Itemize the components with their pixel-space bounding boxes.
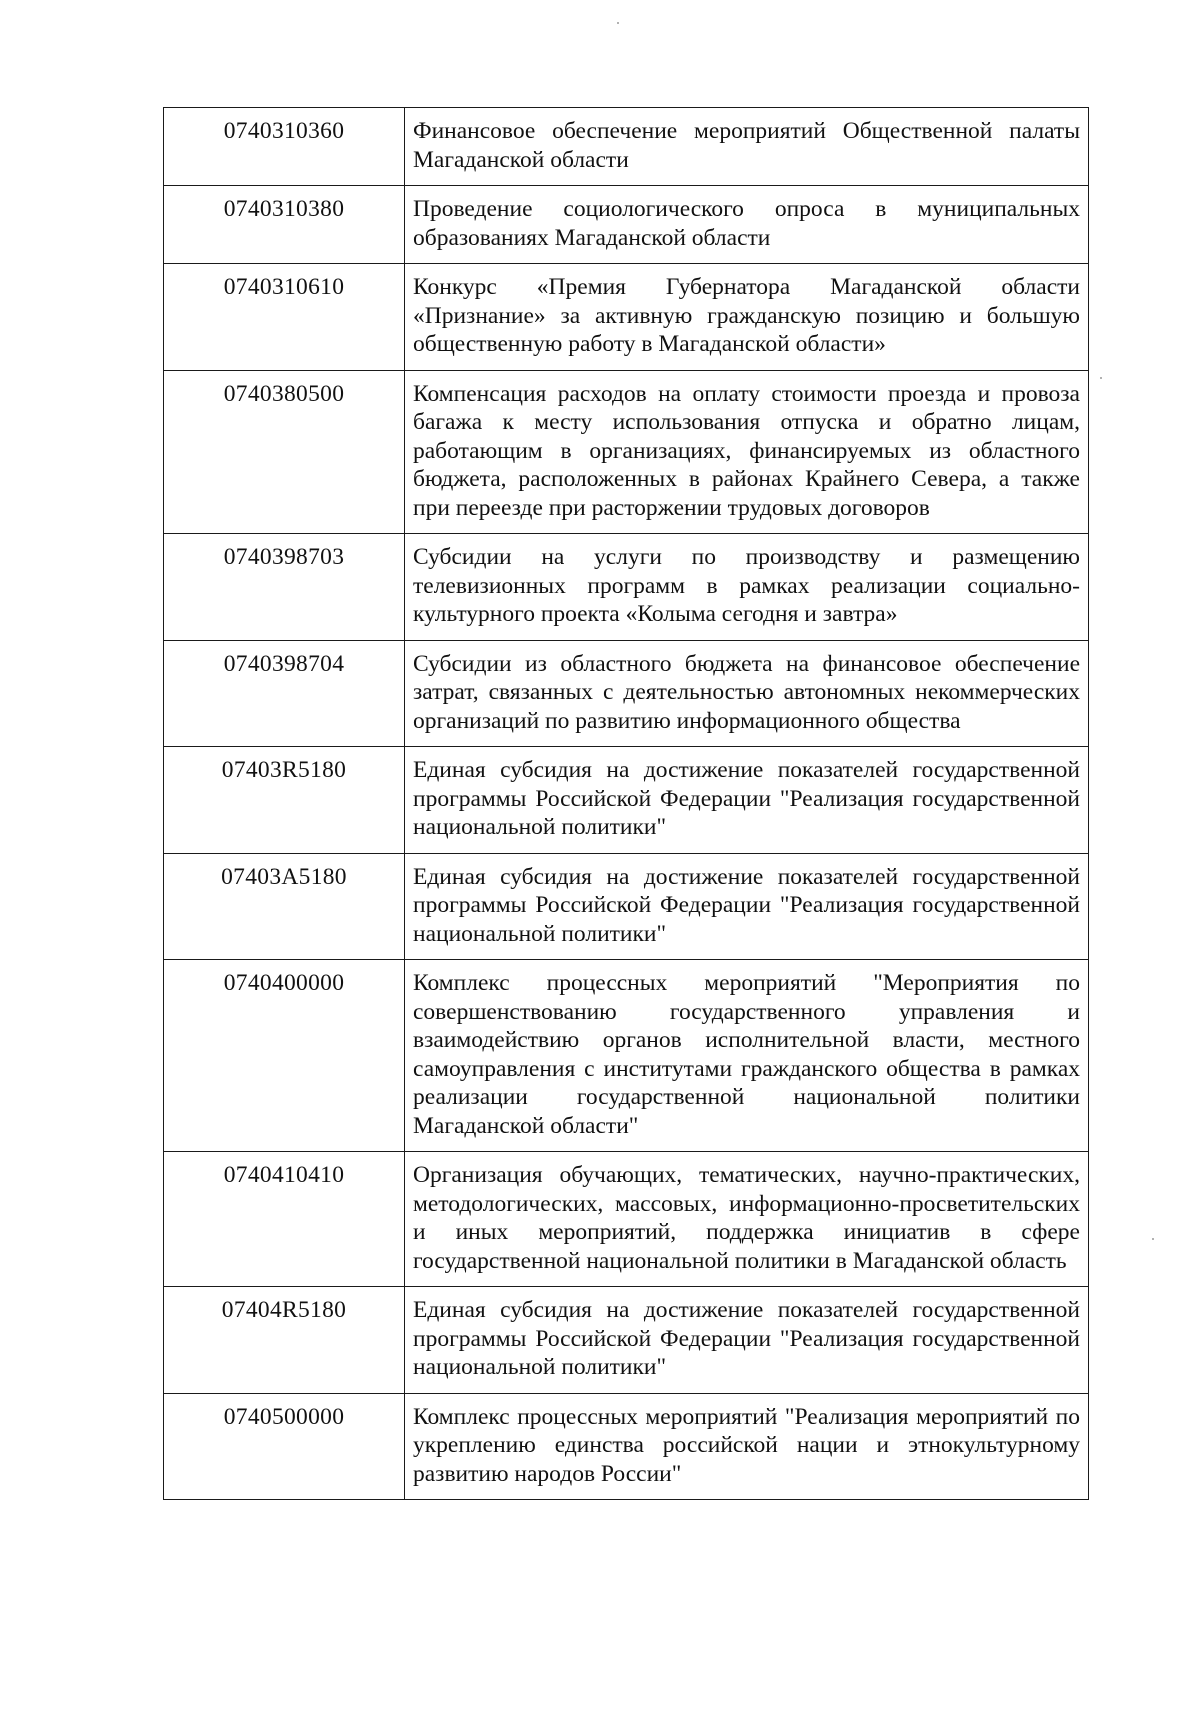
table-row (164, 960, 1089, 1152)
row-code: 0740380500 (164, 370, 405, 534)
table-row (164, 1287, 1089, 1394)
scan-speck (617, 22, 619, 24)
row-description: Единая субсидия на достижение показателей государственной программы Российской Федерации "Реализация государственной национальной политики" (405, 1287, 1089, 1394)
row-description: Единая субсидия на достижение показателей государственной программы Российской Федерации "Реализация государственной национальной политики" (405, 853, 1089, 960)
row-description: Компенсация расходов на оплату стоимости проезда и провоза багажа к месту использования отпуска и обратно лицам, работающим в организациях, финансируемых из областного бюджета, расположенных в районах Крайнего Севера, а также при переезде при расторжении трудовых договоров (405, 370, 1089, 534)
row-code: 07403А5180 (164, 853, 405, 960)
table-row (164, 747, 1089, 854)
row-code: 0740410410 (164, 1152, 405, 1287)
table-row (164, 108, 1089, 186)
row-description: Конкурс «Премия Губернатора Магаданской области «Признание» за активную гражданскую позицию и большую общественную работу в Магаданской области» (405, 264, 1089, 371)
row-code: 0740400000 (164, 960, 405, 1152)
row-code: 0740310610 (164, 264, 405, 371)
row-code: 0740398704 (164, 640, 405, 747)
scan-speck (1100, 377, 1102, 379)
table-row (164, 640, 1089, 747)
row-description: Комплекс процессных мероприятий "Реализация мероприятий по укреплению единства российской нации и этнокультурному развитию народов России" (405, 1393, 1089, 1500)
row-code: 0740500000 (164, 1393, 405, 1500)
row-code: 0740398703 (164, 534, 405, 641)
row-code: 07404R5180 (164, 1287, 405, 1394)
table-row (164, 186, 1089, 264)
row-description: Единая субсидия на достижение показателей государственной программы Российской Федерации "Реализация государственной национальной политики" (405, 747, 1089, 854)
row-code: 07403R5180 (164, 747, 405, 854)
table-row (164, 1393, 1089, 1500)
table-row (164, 264, 1089, 371)
row-description: Организация обучающих, тематических, научно-практических, методологических, массовых, информационно-просветительских и иных мероприятий, поддержка инициатив в сфере государственной национальной политики в Магаданской область (405, 1152, 1089, 1287)
row-code: 0740310380 (164, 186, 405, 264)
table-row (164, 534, 1089, 641)
row-description: Субсидии на услуги по производству и размещению телевизионных программ в рамках реализации социально-культурного проекта «Колыма сегодня и завтра» (405, 534, 1089, 641)
table-row (164, 370, 1089, 534)
table-row (164, 1152, 1089, 1287)
row-description: Финансовое обеспечение мероприятий Общественной палаты Магаданской области (405, 108, 1089, 186)
row-description: Субсидии из областного бюджета на финансовое обеспечение затрат, связанных с деятельностью автономных некоммерческих организаций по развитию информационного общества (405, 640, 1089, 747)
budget-codes-table (163, 107, 1089, 1500)
row-description: Комплекс процессных мероприятий "Мероприятия по совершенствованию государственного управления и взаимодействию органов исполнительной власти, местного самоуправления с институтами гражданского общества в рамках реализации государственной национальной политики Магаданской области" (405, 960, 1089, 1152)
scan-speck (1152, 1238, 1154, 1240)
table-row (164, 853, 1089, 960)
row-description: Проведение социологического опроса в муниципальных образованиях Магаданской области (405, 186, 1089, 264)
row-code: 0740310360 (164, 108, 405, 186)
